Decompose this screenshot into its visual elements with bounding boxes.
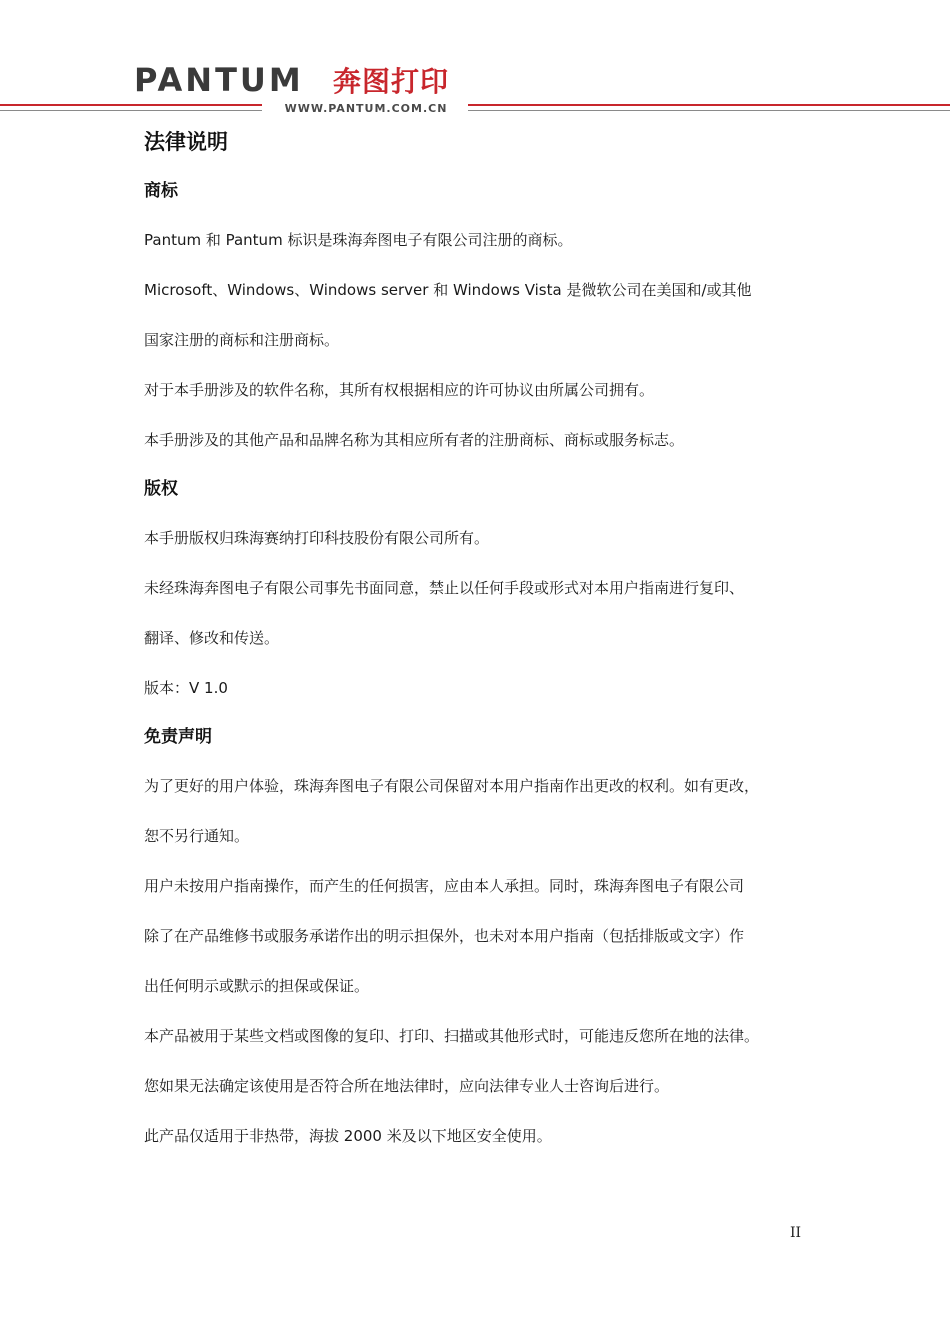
- trademark-line-1: Pantum 和 Pantum 标识是珠海奔图电子有限公司注册的商标。: [144, 231, 573, 249]
- version-line: 版本：V 1.0: [144, 679, 228, 697]
- page-number: II: [790, 1225, 802, 1241]
- trademark-line-3: 国家注册的商标和注册商标。: [144, 331, 340, 349]
- disclaimer-line-4: 除了在产品维修书或服务承诺作出的明示担保外，也未对本用户指南（包括排版或文字）作: [144, 927, 745, 945]
- trademark-line-2: Microsoft、Windows、Windows server 和 Windows Vista 是微软公司在美国和/或其他: [144, 281, 752, 299]
- brand-logo-cn: 奔图打印: [333, 65, 450, 98]
- section-heading-copyright: 版权: [144, 479, 178, 499]
- disclaimer-line-5: 出任何明示或默示的担保或保证。: [144, 977, 370, 995]
- disclaimer-line-6: 本产品被用于某些文档或图像的复印、打印、扫描或其他形式时，可能违反您所在地的法律。: [144, 1027, 760, 1045]
- document-body: [144, 122, 824, 1148]
- header-rule-red-right: [468, 104, 950, 106]
- disclaimer-line-3: 用户未按用户指南操作，而产生的任何损害，应由本人承担。同时，珠海奔图电子有限公司: [144, 877, 745, 895]
- copyright-line-3: 翻译、修改和传送。: [144, 629, 280, 647]
- trademark-line-4: 对于本手册涉及的软件名称，其所有权根据相应的许可协议由所属公司拥有。: [144, 381, 655, 399]
- trademark-line-5: 本手册涉及的其他产品和品牌名称为其相应所有者的注册商标、商标或服务标志。: [144, 431, 685, 449]
- disclaimer-line-8: 此产品仅适用于非热带，海拔 2000 米及以下地区安全使用。: [144, 1127, 552, 1145]
- page-header: [0, 0, 950, 125]
- header-rule-red-left: [0, 104, 262, 106]
- header-rule-gray-left: [0, 110, 262, 111]
- website-url: WWW.PANTUM.COM.CN: [284, 102, 448, 115]
- copyright-line-2: 未经珠海奔图电子有限公司事先书面同意，禁止以任何手段或形式对本用户指南进行复印、: [144, 579, 745, 597]
- disclaimer-line-1: 为了更好的用户体验，珠海奔图电子有限公司保留对本用户指南作出更改的权利。如有更改，: [144, 777, 760, 795]
- disclaimer-line-2: 恕不另行通知。: [144, 827, 250, 845]
- copyright-line-1: 本手册版权归珠海赛纳打印科技股份有限公司所有。: [144, 529, 490, 547]
- section-heading-trademark: 商标: [144, 181, 178, 201]
- page-title: 法律说明: [144, 130, 228, 154]
- disclaimer-line-7: 您如果无法确定该使用是否符合所在地法律时，应向法律专业人士咨询后进行。: [144, 1077, 670, 1095]
- header-rule-gray-right: [468, 110, 950, 111]
- brand-logo-en: PANTUM: [134, 61, 304, 99]
- section-heading-disclaimer: 免责声明: [144, 727, 212, 747]
